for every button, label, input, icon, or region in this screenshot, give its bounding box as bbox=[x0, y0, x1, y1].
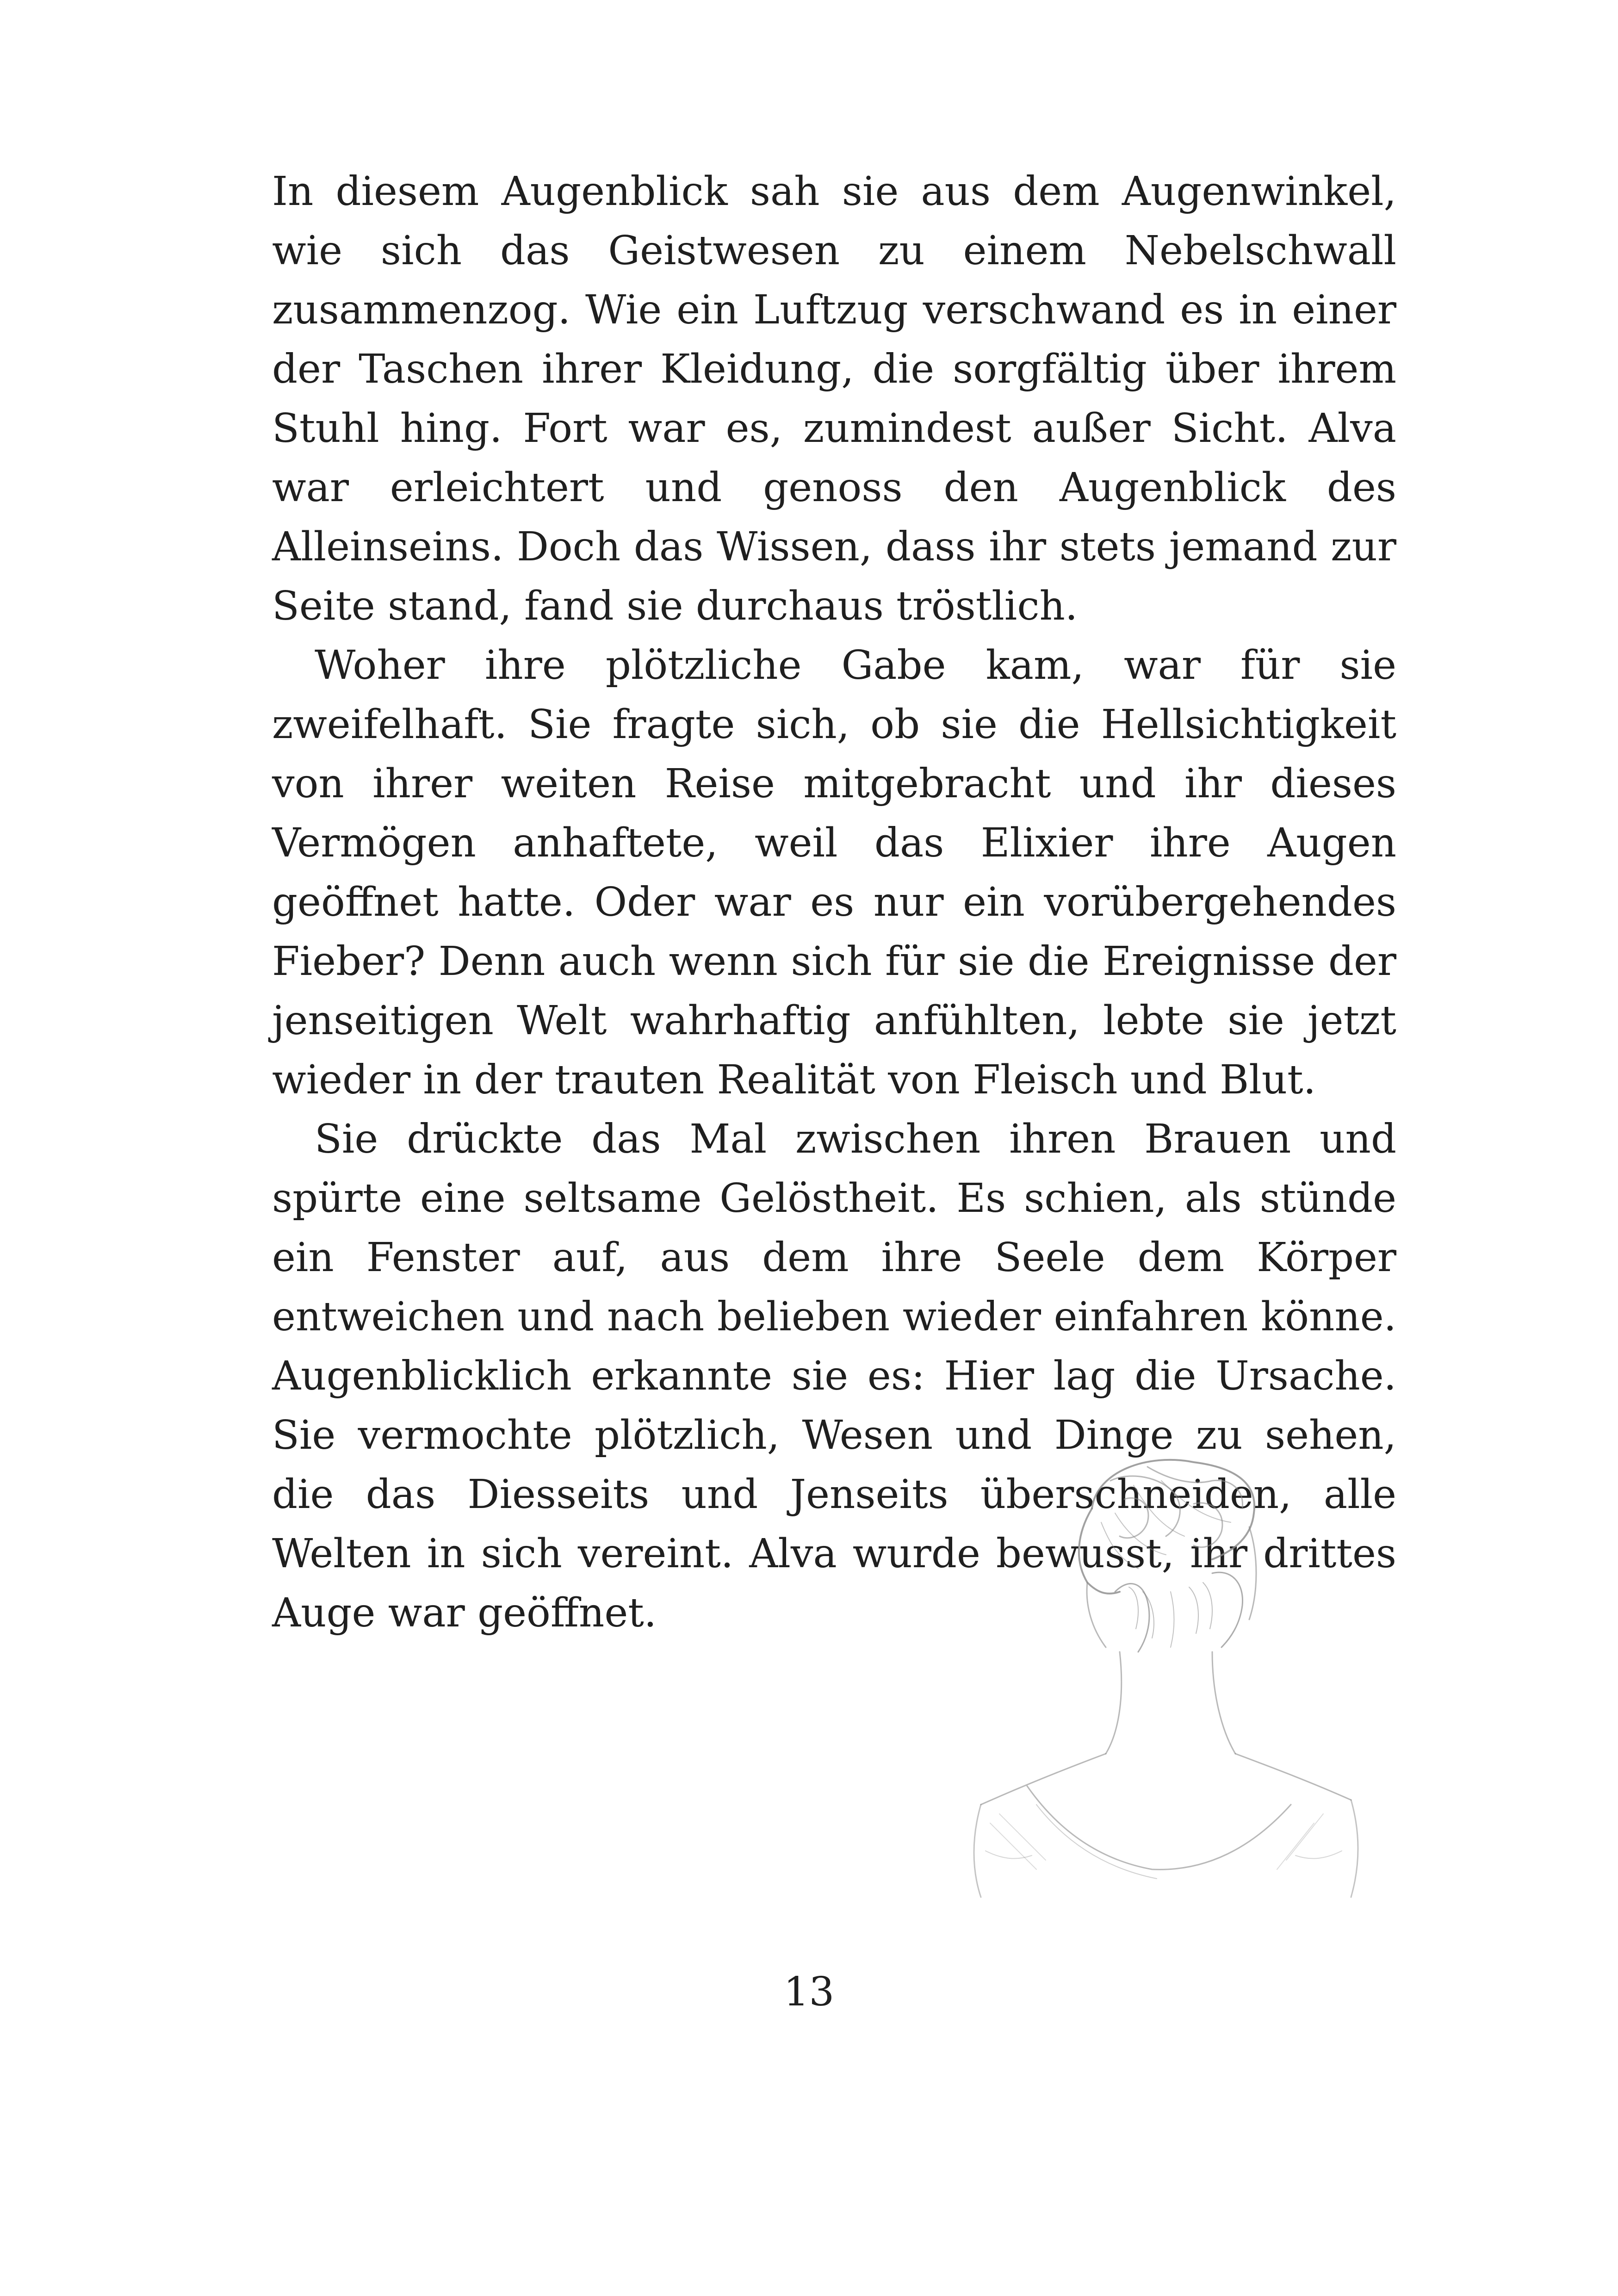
page-number: 13 bbox=[783, 1969, 835, 2015]
paragraph-2: Woher ihre plötzliche Gabe kam, war für sie zweifelhaft. Sie fragte sich, ob sie die Hellsichtigkeit von ihrer weiten Reise mitgebracht und ihr dieses Vermögen anhaftete, weil das Elixier ihre Augen geöffnet hatte. Oder war es nur ein vorübergehendes Fieber? Denn auch wenn sich für sie die Ereignisse der jenseitigen Welt wahrhaftig anfühlten, lebte sie jetzt wieder in der trauten Realität von Fleisch und Blut. bbox=[272, 642, 1396, 1103]
pencil-sketch-woman-hands-over-face-icon bbox=[953, 1453, 1370, 1934]
paragraph-1: In diesem Augenblick sah sie aus dem Augenwinkel, wie sich das Geistwesen zu einem Nebelschwall zusammenzog. Wie ein Luftzug verschwand es in einer der Taschen ihrer Kleidung, die sorgfältig über ihrem Stuhl hing. Fort war es, zumindest außer Sicht. Alva war erleichtert und genoss den Augenblick des Alleinseins. Doch das Wissen, dass ihr stets jemand zur Seite stand, fand sie durchaus tröstlich. bbox=[272, 168, 1396, 629]
paragraph-3: Sie drückte das Mal zwischen ihren Brauen und spürte eine seltsame Gelöstheit. Es schien, als stünde ein Fenster auf, aus dem ihre Seele dem Körper entweichen und nach belieben wieder einfahren könne. Augenblicklich erkannte sie es: Hier lag die Ursache. Sie vermochte plötzlich, Wesen und Dinge zu sehen, die das Diesseits und Jenseits überschneiden, alle Welten in sich vereint. Alva wurde bewusst, ihr drittes Auge war geöffnet. bbox=[272, 1116, 1396, 1636]
body-text bbox=[272, 162, 1396, 1643]
